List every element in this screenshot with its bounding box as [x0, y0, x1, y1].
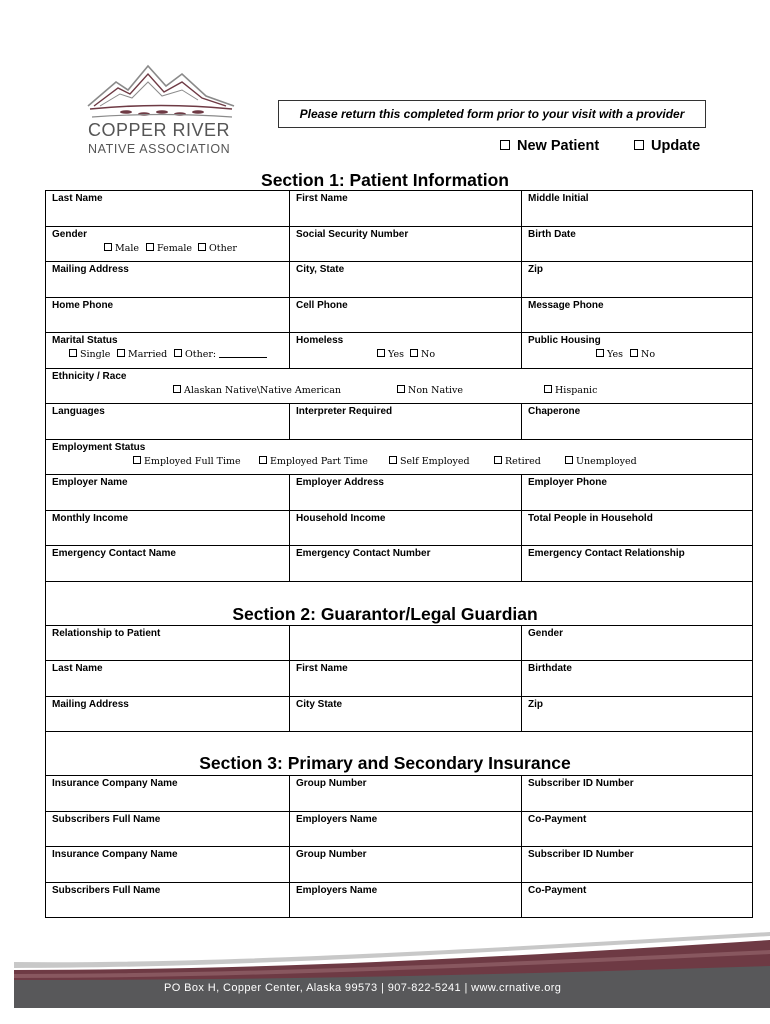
form-row [46, 660, 752, 696]
form-row [46, 811, 752, 847]
field-label: First Name [296, 193, 348, 204]
field-label: Employer Name [52, 477, 128, 488]
field-label: Insurance Company Name [52, 849, 178, 860]
option-label: Non Native [408, 384, 463, 396]
field-label: Message Phone [528, 299, 604, 311]
secondary-group-number-field[interactable] [289, 847, 521, 882]
marital-single-option[interactable] [69, 349, 110, 360]
middle-initial-field[interactable] [521, 191, 754, 226]
form-row [46, 775, 752, 811]
field-label: Last Name [52, 663, 103, 674]
other-blank[interactable] [219, 349, 267, 358]
field-label: Insurance Company Name [52, 778, 178, 789]
form-row [46, 696, 752, 732]
birth-date-field[interactable] [521, 227, 754, 262]
option-label: Alaskan Native\Native American [184, 384, 342, 396]
form-row [46, 332, 752, 368]
checkbox-icon[interactable] [174, 349, 182, 357]
form-row [46, 403, 752, 439]
checkbox-icon[interactable] [596, 349, 604, 357]
guarantor-empty-cell[interactable] [289, 626, 521, 661]
guarantor-city-state-field[interactable] [289, 697, 521, 732]
field-label: Mailing Address [52, 698, 129, 710]
primary-insurance-company-field[interactable] [46, 776, 289, 811]
new-patient-option[interactable] [500, 138, 599, 154]
message-phone-field[interactable] [521, 298, 754, 333]
household-income-field[interactable] [289, 511, 521, 546]
form-row [46, 625, 752, 661]
patient-form [45, 190, 753, 918]
field-label: Gender [528, 627, 564, 639]
ethnicity-hispanic-option[interactable] [544, 385, 597, 396]
option-label: Retired [505, 455, 541, 467]
housing-yes-option[interactable] [596, 349, 623, 360]
field-label: Social Security Number [296, 228, 409, 240]
field-label: Emergency Contact Relationship [528, 548, 685, 559]
gender-other-option[interactable] [198, 243, 237, 254]
option-label: Yes [388, 349, 404, 360]
option-label: Employed Part Time [270, 455, 368, 467]
primary-subscriber-name-field[interactable] [46, 812, 289, 847]
employer-name-field[interactable] [46, 475, 289, 510]
zip-field[interactable] [521, 262, 754, 297]
form-row [46, 261, 752, 297]
field-label: Homeless [296, 335, 344, 346]
employment-retired-option[interactable] [494, 456, 541, 467]
org-name-line1: COPPER RIVER [88, 120, 231, 140]
employment-self-option[interactable] [389, 456, 470, 467]
checkbox-icon[interactable] [634, 140, 644, 150]
field-label: Co-Payment [528, 884, 587, 896]
field-label: Middle Initial [528, 193, 589, 204]
section2-title: Section 2: Guarantor/Legal Guardian [232, 604, 538, 624]
mountain-logo-icon [86, 62, 236, 120]
emergency-contact-number-field[interactable] [289, 546, 521, 581]
gender-female-option[interactable] [146, 243, 192, 254]
mailing-address-field[interactable] [46, 262, 289, 297]
form-row [46, 846, 752, 882]
ethnicity-field [46, 369, 754, 404]
emergency-contact-name-field[interactable] [46, 546, 289, 581]
marital-married-option[interactable] [117, 349, 167, 360]
option-label: Single [80, 349, 111, 360]
checkbox-icon[interactable] [377, 349, 385, 357]
field-label: Birth Date [528, 228, 576, 240]
form-row [46, 226, 752, 262]
chaperone-field[interactable] [521, 404, 754, 439]
footer-contact: PO Box H, Copper Center, Alaska 99573 | 907-822-5241 | www.crnative.org [164, 982, 562, 994]
field-label: Subscriber ID Number [528, 778, 634, 789]
relationship-field[interactable] [46, 626, 289, 661]
total-people-field[interactable] [521, 511, 754, 546]
field-label: Co-Payment [528, 813, 587, 825]
ethnicity-native-option[interactable] [173, 385, 341, 396]
footer-swoosh-icon [14, 930, 770, 1008]
field-label: Zip [528, 698, 543, 710]
option-label: Male [115, 242, 140, 254]
section1-title: Section 1: Patient Information [261, 170, 509, 190]
field-label: Cell Phone [296, 299, 348, 311]
checkbox-icon[interactable] [410, 349, 418, 357]
field-label: Household Income [296, 512, 386, 524]
employer-phone-field[interactable] [521, 475, 754, 510]
monthly-income-field[interactable] [46, 511, 289, 546]
field-label: Languages [52, 406, 105, 417]
cell-phone-field[interactable] [289, 298, 521, 333]
primary-employers-name-field[interactable] [289, 812, 521, 847]
primary-subscriber-id-field[interactable] [521, 776, 754, 811]
field-label: Employer Phone [528, 477, 607, 488]
employer-address-field[interactable] [289, 475, 521, 510]
checkbox-icon[interactable] [259, 456, 267, 464]
option-label: Employed Full Time [144, 455, 241, 467]
field-label: Last Name [52, 193, 103, 204]
form-row [46, 882, 752, 918]
public-housing-field [521, 333, 754, 368]
secondary-subscriber-name-field[interactable] [46, 883, 289, 918]
field-label: Zip [528, 264, 543, 275]
checkbox-icon[interactable] [389, 456, 397, 464]
field-label: Total People in Household [528, 512, 653, 524]
field-label: Employers Name [296, 884, 378, 896]
field-label: Monthly Income [52, 512, 129, 524]
field-label: Group Number [296, 849, 367, 860]
field-label: Subscribers Full Name [52, 813, 161, 825]
form-row [46, 510, 752, 546]
guarantor-mailing-address-field[interactable] [46, 697, 289, 732]
form-row [46, 474, 752, 510]
option-label: Yes [607, 349, 623, 360]
employment-status-field [46, 440, 754, 475]
form-row [46, 545, 752, 581]
checkbox-icon[interactable] [69, 349, 77, 357]
homeless-yes-option[interactable] [377, 349, 404, 360]
option-label: Other: [185, 349, 217, 360]
field-label: Relationship to Patient [52, 627, 161, 639]
option-label: No [421, 349, 436, 360]
checkbox-icon[interactable] [500, 140, 510, 150]
option-label: No [641, 349, 656, 360]
guarantor-last-name-field[interactable] [46, 661, 289, 696]
footer [14, 930, 770, 1008]
guarantor-gender-field[interactable] [521, 626, 754, 661]
gender-field [46, 227, 289, 262]
field-label: Gender [52, 228, 88, 240]
field-label: Birthdate [528, 663, 572, 674]
primary-group-number-field[interactable] [289, 776, 521, 811]
interpreter-field[interactable] [289, 404, 521, 439]
languages-field[interactable] [46, 404, 289, 439]
field-label: Emergency Contact Number [296, 548, 431, 559]
field-label: Ethnicity / Race [52, 370, 127, 382]
field-label: Subscriber ID Number [528, 849, 634, 860]
field-label: Employer Address [296, 477, 384, 488]
checkbox-icon[interactable] [494, 456, 502, 464]
checkbox-icon[interactable] [397, 385, 405, 393]
field-label: Subscribers Full Name [52, 884, 161, 896]
marital-status-field [46, 333, 289, 368]
homeless-no-option[interactable] [410, 349, 435, 360]
emergency-contact-relationship-field[interactable] [521, 546, 754, 581]
field-label: Chaperone [528, 406, 581, 417]
form-row [46, 439, 752, 475]
ethnicity-non-native-option[interactable] [397, 385, 463, 396]
last-name-field[interactable] [46, 191, 289, 226]
option-label: Hispanic [555, 384, 598, 396]
checkbox-icon[interactable] [198, 243, 206, 251]
field-label: Group Number [296, 778, 367, 789]
checkbox-icon[interactable] [630, 349, 638, 357]
housing-no-option[interactable] [630, 349, 655, 360]
checkbox-icon[interactable] [117, 349, 125, 357]
org-logo [86, 62, 236, 157]
form-row [46, 190, 752, 226]
employment-full-time-option[interactable] [133, 456, 241, 467]
field-label: Public Housing [528, 335, 601, 346]
field-label: Employers Name [296, 813, 378, 825]
option-label: Unemployed [576, 455, 637, 467]
checkbox-icon[interactable] [173, 385, 181, 393]
option-label: Married [128, 349, 168, 360]
update-option[interactable] [634, 138, 700, 154]
option-label: Other [209, 242, 237, 254]
form-row [46, 368, 752, 404]
update-label: Update [651, 138, 701, 154]
section3-title: Section 3: Primary and Secondary Insurance [199, 753, 571, 773]
secondary-copayment-field[interactable] [521, 883, 754, 918]
org-name-line2: NATIVE ASSOCIATION [88, 142, 231, 156]
primary-copayment-field[interactable] [521, 812, 754, 847]
secondary-insurance-company-field[interactable] [46, 847, 289, 882]
new-patient-label: New Patient [517, 138, 600, 154]
ssn-field[interactable] [289, 227, 521, 262]
field-label: Interpreter Required [296, 406, 393, 417]
field-label: Emergency Contact Name [52, 548, 176, 559]
field-label: Mailing Address [52, 264, 129, 275]
city-state-field[interactable] [289, 262, 521, 297]
employment-part-time-option[interactable] [259, 456, 368, 467]
home-phone-field[interactable] [46, 298, 289, 333]
marital-other-option[interactable] [174, 349, 267, 360]
secondary-employers-name-field[interactable] [289, 883, 521, 918]
guarantor-first-name-field[interactable] [289, 661, 521, 696]
homeless-field [289, 333, 521, 368]
checkbox-icon[interactable] [104, 243, 112, 251]
field-label: City State [296, 698, 343, 710]
option-label: Female [157, 242, 193, 254]
checkbox-icon[interactable] [146, 243, 154, 251]
checkbox-icon[interactable] [133, 456, 141, 464]
field-label: City, State [296, 264, 345, 275]
return-notice: Please return this completed form prior to your visit with a provider [278, 100, 706, 128]
field-label: Employment Status [52, 441, 146, 453]
checkbox-icon[interactable] [565, 456, 573, 464]
secondary-subscriber-id-field[interactable] [521, 847, 754, 882]
field-label: Marital Status [52, 335, 118, 346]
field-label: First Name [296, 663, 348, 674]
form-row [46, 297, 752, 333]
field-label: Home Phone [52, 299, 114, 311]
guarantor-zip-field[interactable] [521, 697, 754, 732]
employment-unemployed-option[interactable] [565, 456, 637, 467]
option-label: Self Employed [400, 455, 470, 467]
guarantor-birthdate-field[interactable] [521, 661, 754, 696]
first-name-field[interactable] [289, 191, 521, 226]
checkbox-icon[interactable] [544, 385, 552, 393]
gender-male-option[interactable] [104, 243, 139, 254]
